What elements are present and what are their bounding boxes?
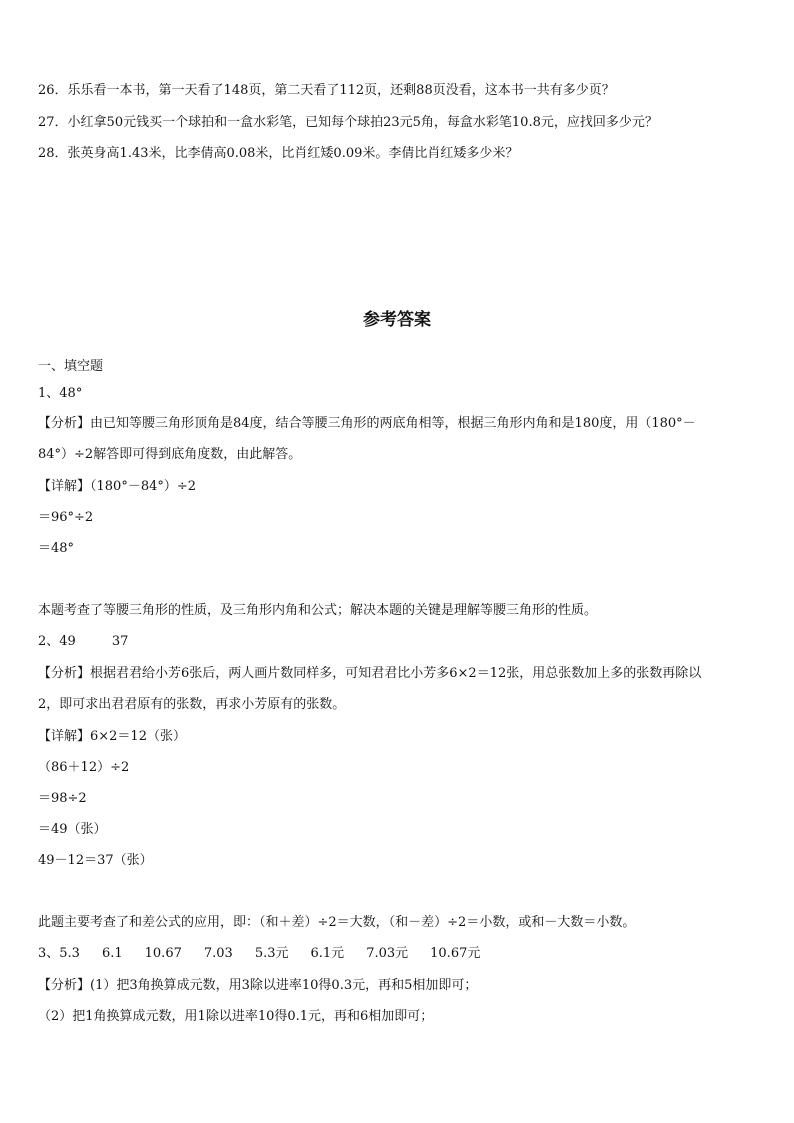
answer-3-analysis-line-1: 【分析】(1）把3角换算成元数，用3除以进率10得0.3元，再和5相加即可；: [38, 978, 478, 993]
answer-3-item: 10.67: [144, 946, 182, 961]
answer-3-item: 6.1: [101, 946, 123, 961]
answer-2: [38, 634, 128, 650]
answer-3-item: 5.3元: [254, 946, 289, 961]
answer-2-detail-line-1: 【详解】6×2＝12（张）: [38, 729, 186, 744]
answer-3-analysis-line-2: （2）把1角换算成元数，用1除以进率10得0.1元，再和6相加即可；: [38, 1009, 434, 1024]
answer-2-first: 2、49: [38, 634, 76, 649]
answer-1-detail-line-2: ＝96°÷2: [38, 510, 94, 525]
answer-2-summary: 此题主要考查了和差公式的应用，即：（和＋差）÷2＝大数，（和－差）÷2＝小数，或和－大数＝小数。: [38, 915, 636, 930]
answer-2-detail-line-3: ＝98÷2: [38, 791, 87, 806]
question-28: 28．张英身高1.43米，比李倩高0.08米，比肖红矮0.09米。李倩比肖红矮多少米？: [38, 146, 519, 161]
answers-title: 参考答案: [363, 310, 431, 330]
answer-1-analysis-line-2: 84°）÷2解答即可得到底角度数，由此解答。: [38, 447, 302, 462]
answer-3-item: 3、5.3: [38, 946, 80, 961]
answer-3: [38, 946, 480, 962]
answer-2-analysis-line-2: 2，即可求出君君原有的张数，再求小芳原有的张数。: [38, 697, 346, 712]
answer-2-detail-line-5: 49－12＝37（张）: [38, 853, 153, 868]
answer-1-detail-line-1: 【详解】（180°－84°）÷2: [38, 479, 197, 494]
answer-2-analysis-line-1: 【分析】根据君君给小芳6张后，两人画片数同样多，可知君君比小芳多6×2＝12张，用总张数加上多的张数再除以: [38, 666, 702, 681]
answer-3-item: 7.03: [203, 946, 233, 961]
answer-2-second: 37: [111, 634, 129, 649]
answer-3-item: 10.67元: [430, 946, 481, 961]
answer-3-item: 7.03元: [366, 946, 409, 961]
section-heading: 一、填空题: [38, 359, 104, 374]
answer-2-detail-line-4: ＝49（张）: [38, 822, 107, 837]
answer-3-item: 6.1元: [310, 946, 345, 961]
answer-1: 1、48°: [38, 386, 83, 401]
answer-1-detail-line-3: ＝48°: [38, 541, 75, 556]
answer-2-detail-line-2: （86＋12）÷2: [38, 760, 130, 775]
question-27: 27．小红拿50元钱买一个球拍和一盒水彩笔，已知每个球拍23元5角，每盒水彩笔10.8元，应找回多少元？: [38, 115, 658, 130]
question-26: 26．乐乐看一本书，第一天看了148页，第二天看了112页，还剩88页没看，这本书一共有多少页？: [38, 83, 615, 98]
answer-1-analysis-line-1: 【分析】由已知等腰三角形顶角是84度，结合等腰三角形的两底角相等，根据三角形内角和是180度，用（180°－: [38, 416, 696, 431]
answer-1-summary: 本题考查了等腰三角形的性质，及三角形内角和公式；解决本题的关键是理解等腰三角形的性质。: [38, 603, 598, 618]
